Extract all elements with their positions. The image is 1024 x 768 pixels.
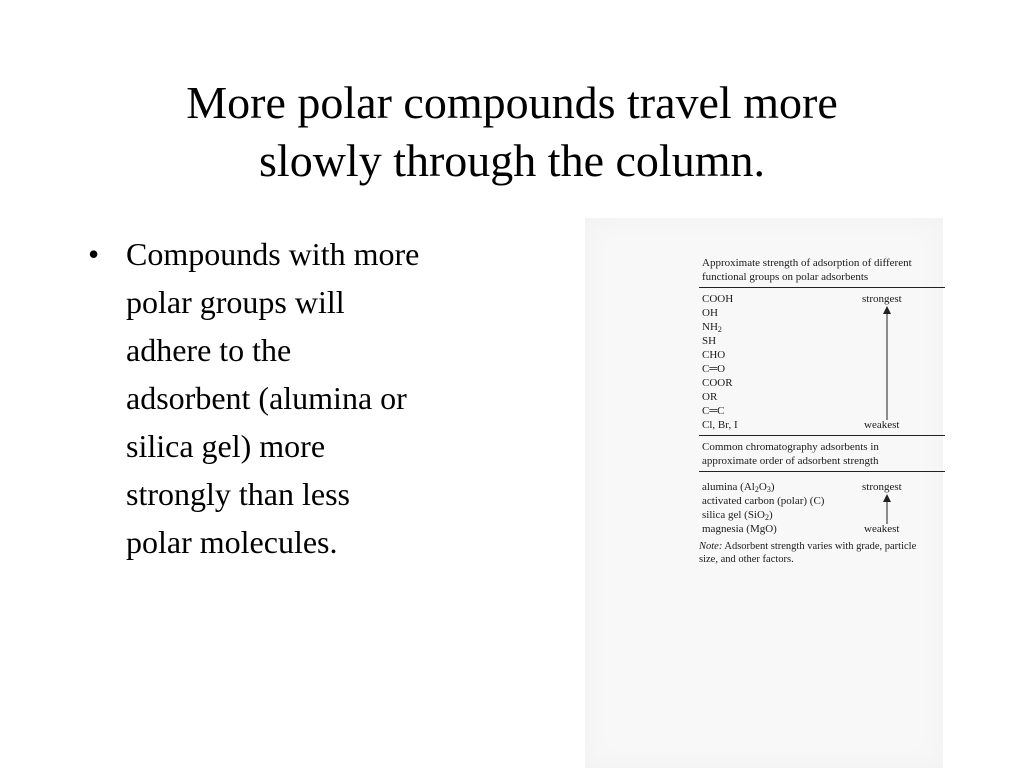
group-alkene: C═C [702, 405, 725, 417]
group-nh2: $NH_2$ [702, 321, 722, 334]
table2-header-line-1: Common chromatography adsorbents in [702, 441, 879, 453]
strength-scale [862, 292, 922, 432]
group-halides: Cl, Br, I [702, 419, 738, 431]
weakest-label: weakest [864, 523, 900, 535]
bullet-dot: • [88, 236, 100, 272]
strongest-label: strongest [862, 481, 902, 493]
bullet-line: adhere to the [126, 332, 292, 368]
divider [699, 471, 945, 472]
divider [699, 287, 945, 288]
slide-title [80, 74, 944, 190]
bullet-line: strongly than less [126, 476, 350, 512]
table1-header [699, 256, 945, 284]
bullet-text [126, 230, 506, 566]
bullet-line: polar molecules. [126, 524, 338, 560]
bullet-line: adsorbent (alumina or [126, 380, 407, 416]
title-line-2: slowly through the column. [259, 135, 765, 186]
note-label: Note: [699, 541, 723, 552]
table1-header-line-2: functional groups on polar adsorbents [702, 271, 869, 283]
table1-header-line-1: Approximate strength of adsorption of different [702, 257, 912, 269]
divider [699, 435, 945, 436]
table2-header [699, 440, 945, 468]
bullet-line: silica gel) more [126, 428, 326, 464]
group-coor: COOR [702, 377, 733, 389]
up-arrow-icon [882, 306, 892, 420]
group-sh: SH [702, 335, 717, 347]
functional-groups-list [699, 292, 945, 432]
weakest-label: weakest [864, 419, 900, 431]
adsorbents-list [699, 480, 945, 536]
note-line-2: size, and other factors. [699, 554, 794, 565]
group-carbonyl: C═O [702, 363, 726, 375]
up-arrow-icon [882, 494, 892, 524]
bullet-line: polar groups will [126, 284, 345, 320]
group-cooh: COOH [702, 293, 734, 305]
adsorbent-silica-gel: silica gel (SiO$_2$) [702, 509, 773, 522]
adsorption-figure [699, 256, 945, 566]
table2-header-line-2: approximate order of adsorbent strength [702, 455, 879, 467]
strongest-label: strongest [862, 293, 902, 305]
group-cho: CHO [702, 349, 726, 361]
bullet-line: Compounds with more [126, 236, 420, 272]
note [699, 540, 945, 566]
adsorbent-activated-carbon: activated carbon (polar) (C) [702, 495, 825, 507]
bullet-item [86, 230, 506, 566]
note-text-1: Adsorbent strength varies with grade, particle [724, 541, 917, 552]
adsorbent-strength-scale [862, 480, 922, 536]
adsorbent-alumina: alumina $(Al_2O_3)$ [702, 481, 775, 494]
adsorbent-magnesia: magnesia (MgO) [702, 523, 777, 535]
group-oh: OH [702, 307, 718, 319]
title-line-1: More polar compounds travel more [186, 77, 838, 128]
bullet-list [86, 230, 506, 566]
group-or: OR [702, 391, 718, 403]
note-line-1 [699, 540, 945, 553]
